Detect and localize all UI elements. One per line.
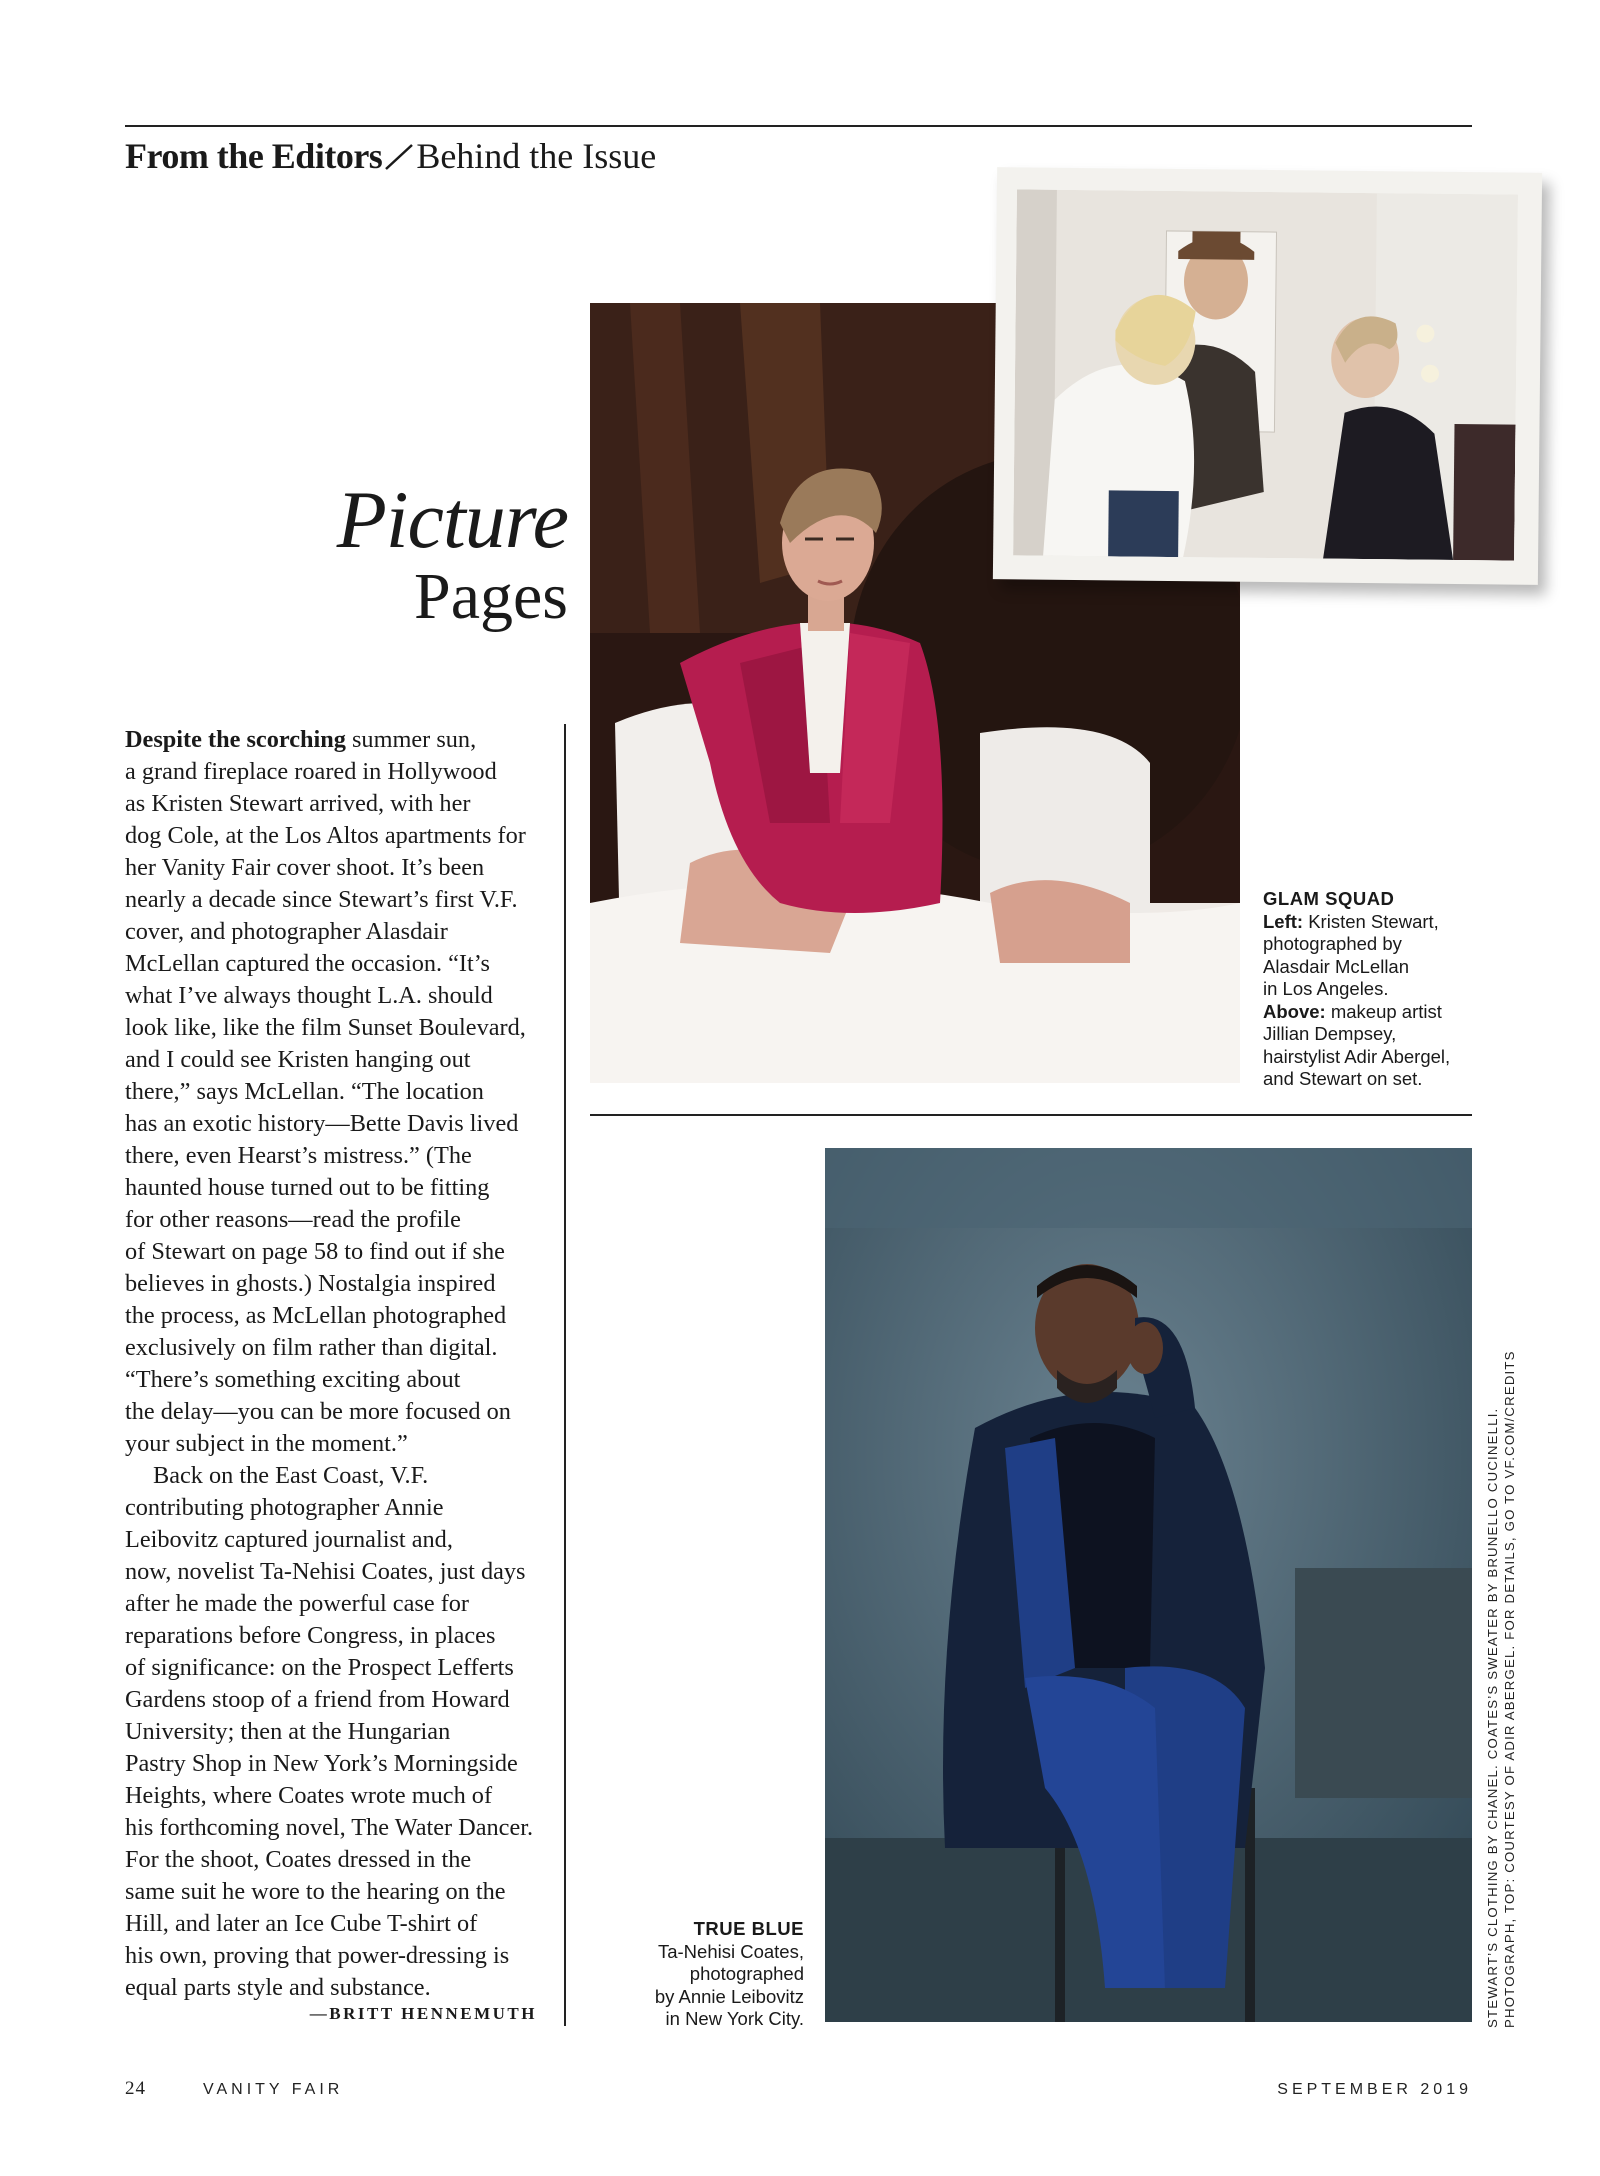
- caption-kicker: GLAM SQUAD: [1263, 888, 1395, 909]
- article-body: [125, 724, 553, 2004]
- lead-in: Despite the scorching: [125, 726, 346, 753]
- article-title: [240, 474, 568, 634]
- paragraph-1: Despite the scorching summer sun, a grand fireplace roared in Hollywood as Kristen Stewart arrived, with her dog Cole, at the Los Altos apartments for her Vanity Fair cover shoot. It’s been nearly a decade since Stewart’s first V.F. cover, and photographer Alasdair McLellan captured the occasion. “It’s what I’ve always thought L.A. should look like, like the film Sunset Boulevard, and I could see Kristen hanging out there,” says McLellan. “The location has an exotic history—Bette Davis lived there, even Hearst’s mistress.” (The haunted house turned out to be fitting for other reasons—read the profile of Stewart on page 58 to find out if she believes in ghosts.) Nostalgia inspired the process, as McLellan photographed exclusively on film rather than digital. “There’s something exciting about the delay—you can be more focused on your subject in the moment.”: [125, 726, 526, 1457]
- section-header: [125, 132, 656, 180]
- photo-ta-nehisi-coates: [825, 1148, 1472, 2022]
- section-subtitle: Behind the Issue: [416, 136, 657, 176]
- slash-divider-icon: [384, 141, 414, 171]
- photo-backstage-polaroid: [993, 167, 1542, 585]
- caption-kicker: TRUE BLUE: [693, 1918, 804, 1939]
- section-title: From the Editors: [125, 136, 383, 176]
- top-rule: [125, 125, 1472, 127]
- byline: —BRITT HENNEMUTH: [309, 2004, 537, 2023]
- caption-glam-squad: GLAM SQUAD Left: Kristen Stewart, photographed by Alasdair McLellan in Los Angeles. Above: makeup artist Jillian Dempsey, hairstylist Adir Abergel, and Stewart on set.: [1263, 888, 1483, 1091]
- photo-credits: STEWART’S CLOTHING BY CHANEL. COATES’S SWEATER BY BRUNELLO CUCINELLI. PHOTOGRAPH, TOP: COURTESY OF ADIR ABERGEL. FOR DETAILS, GO TO VF.COM/CREDITS: [1485, 1350, 1517, 2028]
- title-line-1: Picture: [336, 474, 568, 565]
- issue-date: SEPTEMBER 2019: [1277, 2081, 1472, 2098]
- caption-true-blue: TRUE BLUE Ta-Nehisi Coates, photographed by Annie Leibovitz in New York City.: [620, 1918, 804, 2031]
- photo-backstage: [1013, 189, 1518, 560]
- page-number: 24: [125, 2078, 146, 2099]
- magazine-name: VANITY FAIR: [203, 2081, 344, 2098]
- title-line-2: Pages: [414, 560, 568, 633]
- column-rule: [564, 724, 566, 2026]
- middle-rule: [590, 1114, 1472, 1116]
- paragraph-2: Back on the East Coast, V.F. contributing photographer Annie Leibovitz captured journalist and, now, novelist Ta-Nehisi Coates, just days after he made the powerful case for reparations before Congress, in places of significance: on the Prospect Lefferts Gardens stoop of a friend from Howard University; then at the Hungarian Pastry Shop in New York’s Morningside Heights, where Coates wrote much of his forthcoming novel, The Water Dancer. For the shoot, Coates dressed in the same suit he wore to the hearing on the Hill, and later an Ice Cube T-shirt of his own, proving that power-dressing is equal parts style and substance.: [125, 1462, 534, 2001]
